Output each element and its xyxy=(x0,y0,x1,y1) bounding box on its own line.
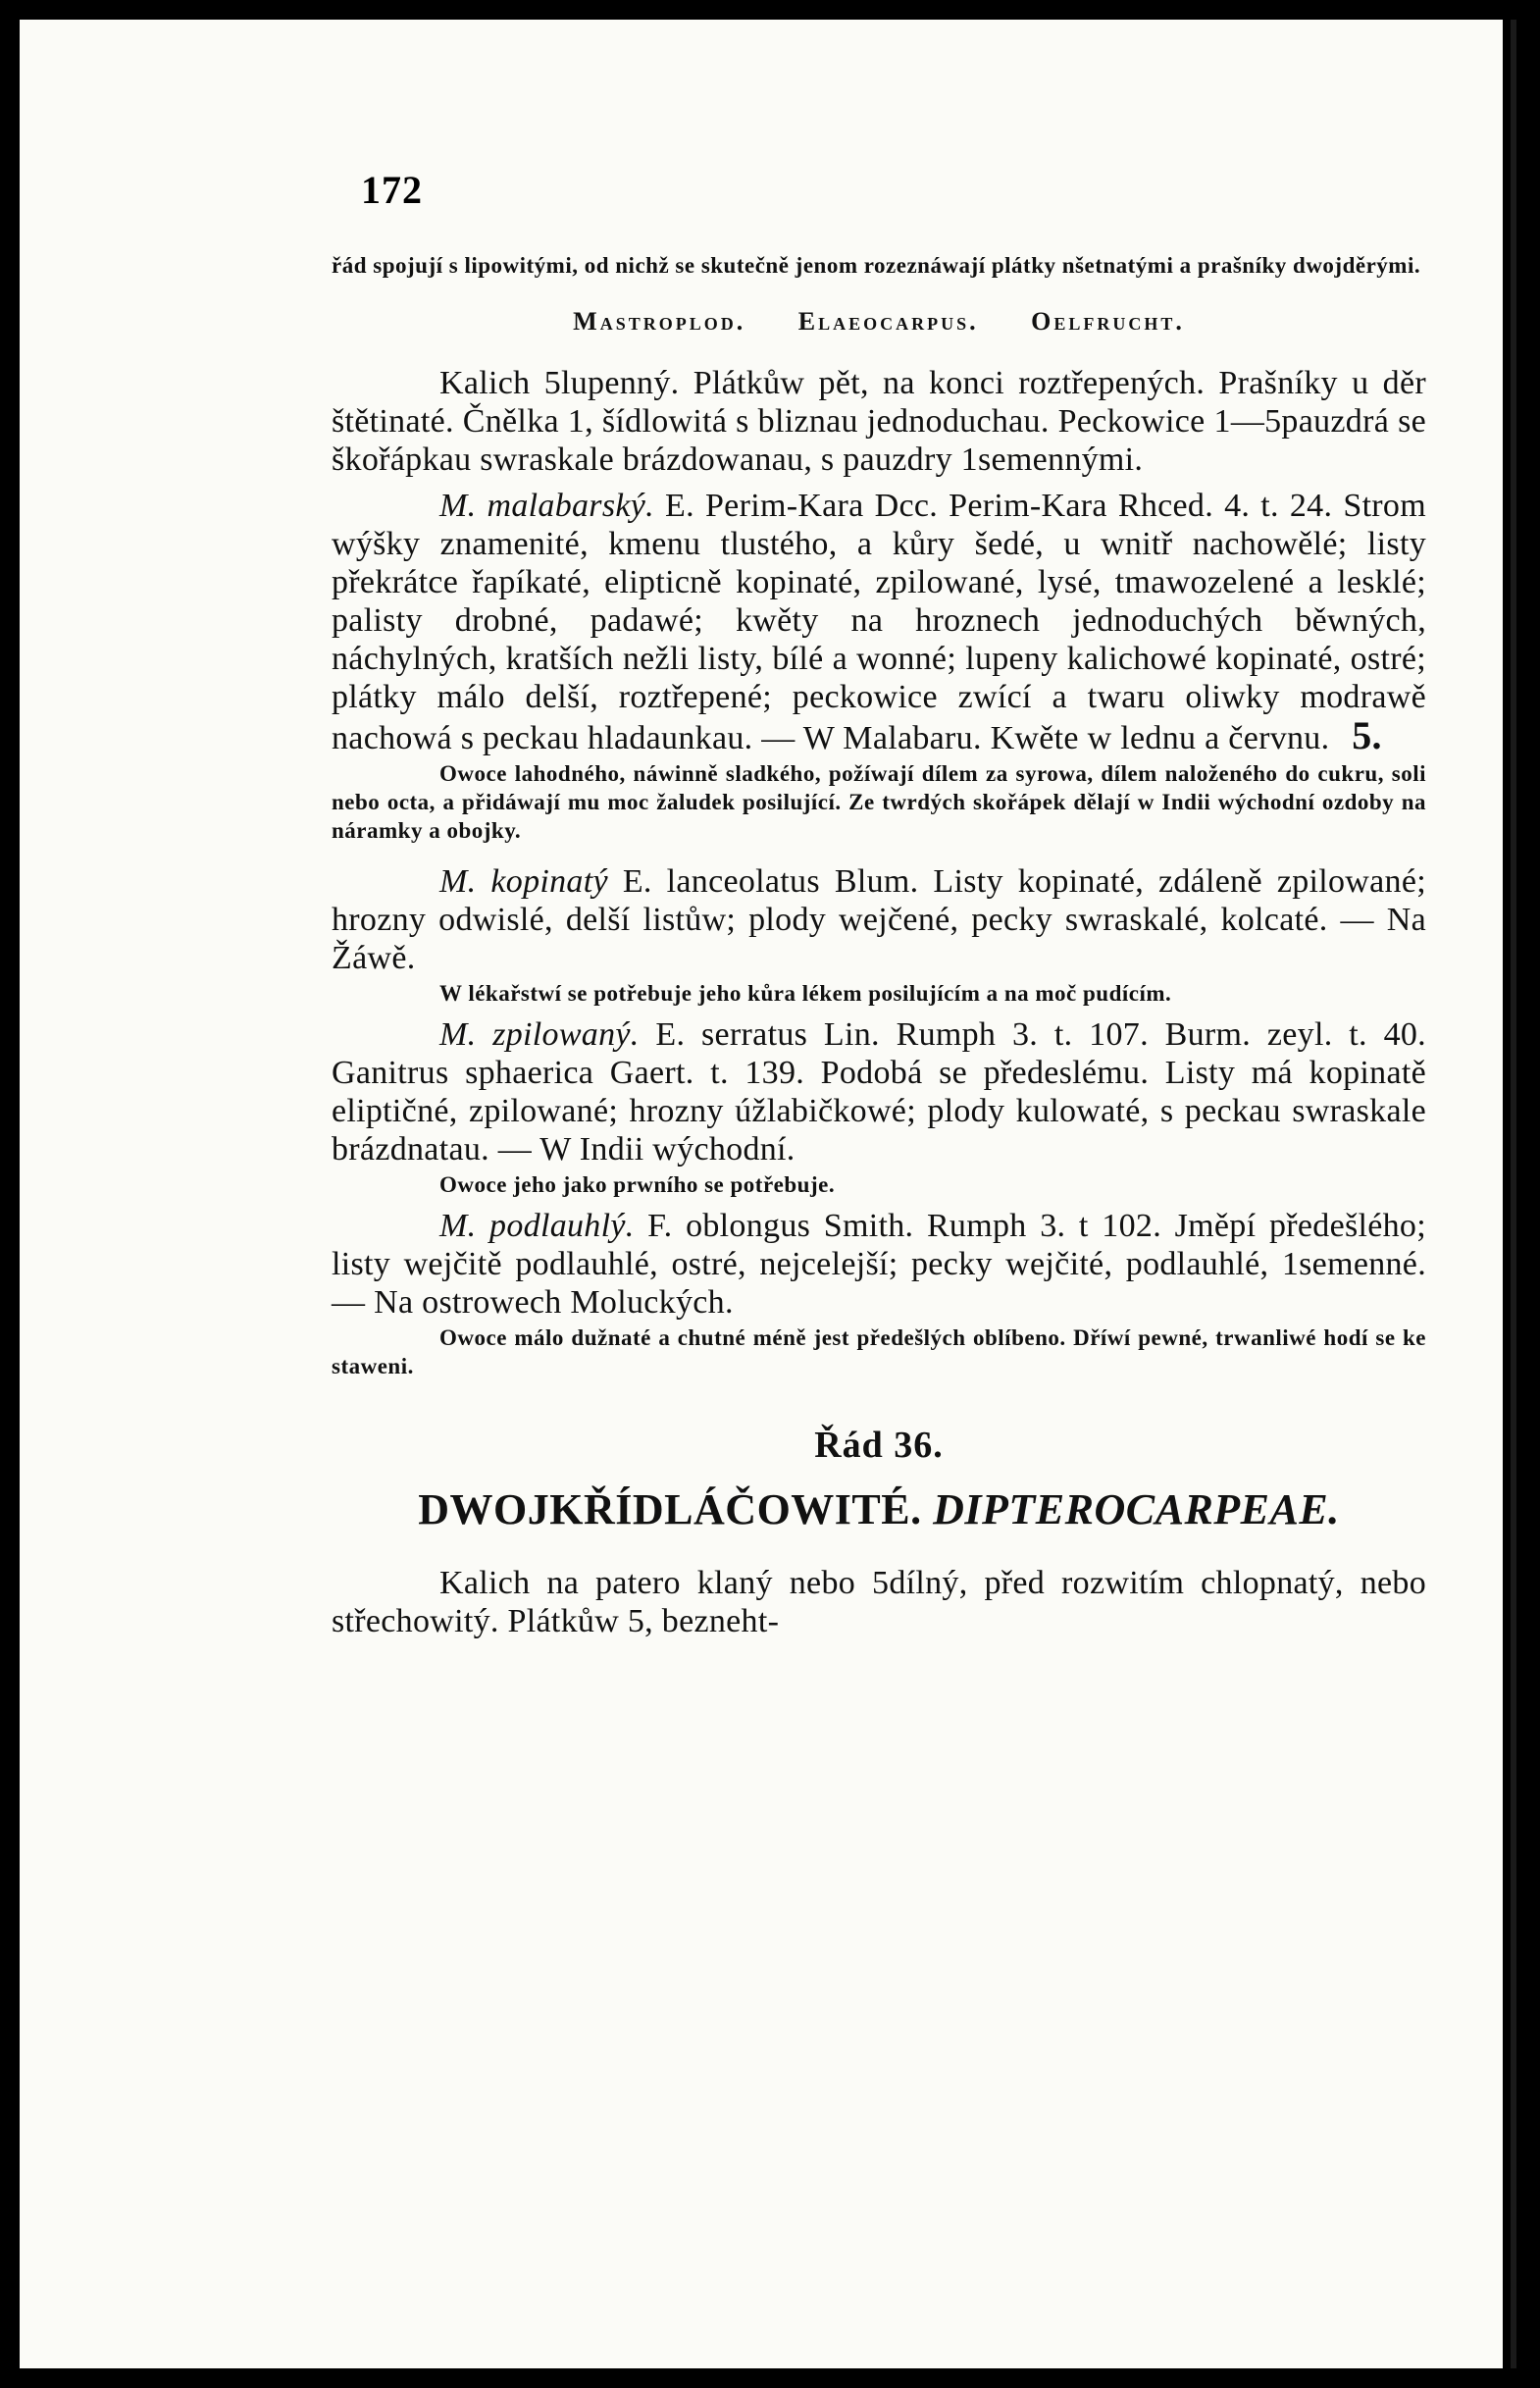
species-entry xyxy=(332,862,1426,977)
species-name: M. zpilowaný. xyxy=(439,1016,640,1053)
genus-description: Kalich 5lupenný. Plátkůw pět, na konci roztřepených. Prašníky u děr štětinaté. Čnělka 1, šídlowitá s bliznau jednoduchau. Peckowice 1—5pauzdrá se škořápkau swraskale brázdowanau, s pauzdry 1semennými. xyxy=(332,365,1426,478)
genus-name-czech: Mastroplod. xyxy=(573,307,746,336)
order-title-latin: DIPTEROCARPEAE. xyxy=(933,1485,1340,1533)
species-entry xyxy=(332,1207,1426,1322)
species-entry xyxy=(332,1015,1426,1168)
species-note: Owoce málo dužnaté a chutné méně jest předešlých oblíbeno. Dříwí pewné, trwanliwé hodí se ke staweni. xyxy=(332,1325,1426,1378)
genus-name-latin: Elaeocarpus. xyxy=(797,307,979,336)
text-column xyxy=(332,251,1426,1640)
genus-name-german: Oelfrucht. xyxy=(1031,307,1185,336)
printed-mark: 5. xyxy=(1352,713,1382,757)
species-name: M. kopinatý xyxy=(439,863,608,900)
order-number: Řád 36. xyxy=(814,1425,944,1466)
species-text: E. serratus Lin. Rumph 3. t. 107. Burm. zeyl. t. 40. Ganitrus sphaerica Gaert. t. 139. Podobá se předeslému. Listy má kopinatě eliptičné, zpilowané; hrozny úžlabičkowé; plody kulowaté, s peckau swraskale brázdnatau. — W Indii wýchodní. xyxy=(332,1016,1426,1168)
species-name: M. podlauhlý. xyxy=(439,1208,635,1244)
genus-header xyxy=(332,307,1426,337)
species-text: F. oblongus Smith. Rumph 3. t 102. Jměpí předešlého; listy wejčitě podlauhlé, ostré, nejcelejší; pecky wejčité, podlauhlé, 1semenné. — Na ostrowech Moluckých. xyxy=(332,1208,1426,1321)
page-number: 172 xyxy=(361,168,423,212)
page-edge-shadow xyxy=(1511,20,1516,2368)
order-description: Kalich na patero klaný nebo 5dílný, před rozwitím chlopnatý, nebo střechowitý. Plátkůw 5, bezneht- xyxy=(332,1565,1426,1639)
species-note: W lékařstwí se potřebuje jeho kůra lékem posilujícím a na moč pudícím. xyxy=(439,981,1172,1006)
book-page xyxy=(20,20,1503,2368)
order-title xyxy=(332,1484,1426,1534)
species-note: Owoce jeho jako prwního se potřebuje. xyxy=(439,1172,836,1197)
species-note: Owoce lahodného, náwinně sladkého, požíwají dílem za syrowa, dílem naloženého do cukru, soli nebo octa, a přidáwají mu moc žaludek posilující. Ze twrdých skořápek dělají w Indii wýchodní ozdoby na náramky a obojky. xyxy=(332,761,1426,843)
species-text: E. lanceolatus Blum. Listy kopinaté, zdáleně zpilowané; hrozny odwislé, delší listůw; plody wejčené, pecky swraskalé, kolcaté. — Na Žáwě. xyxy=(332,863,1426,976)
species-name: M. malabarský. xyxy=(439,488,654,524)
species-text: E. Perim-Kara Dcc. Perim-Kara Rhced. 4. t. 24. Strom wýšky znamenité, kmenu tlustého, a kůry šedé, u wnitř nachowělé; listy překrátce řapíkaté, elipticně kopinaté, zpilowané, lysé, tmawozelené a lesklé; palisty drobné, padawé; kwěty na hroznech jednoduchých běwných, náchylných, kratších nežli listy, bílé a wonné; lupeny kalichowé kopinaté, ostré; plátky málo delší, roztřepené; peckowice zwící a twaru oliwky modrawě nachowá s peckau hladaunkau. — W Malabaru. Kwěte w lednu a červnu. xyxy=(332,488,1426,756)
intro-paragraph: řád spojují s lipowitými, od nichž se skutečně jenom rozeznáwají plátky nšetnatými a prašníky dwojděrými. xyxy=(332,253,1421,278)
species-entry xyxy=(332,487,1426,757)
order-title-czech: DWOJKŘÍDLÁČOWITÉ. xyxy=(418,1485,922,1533)
